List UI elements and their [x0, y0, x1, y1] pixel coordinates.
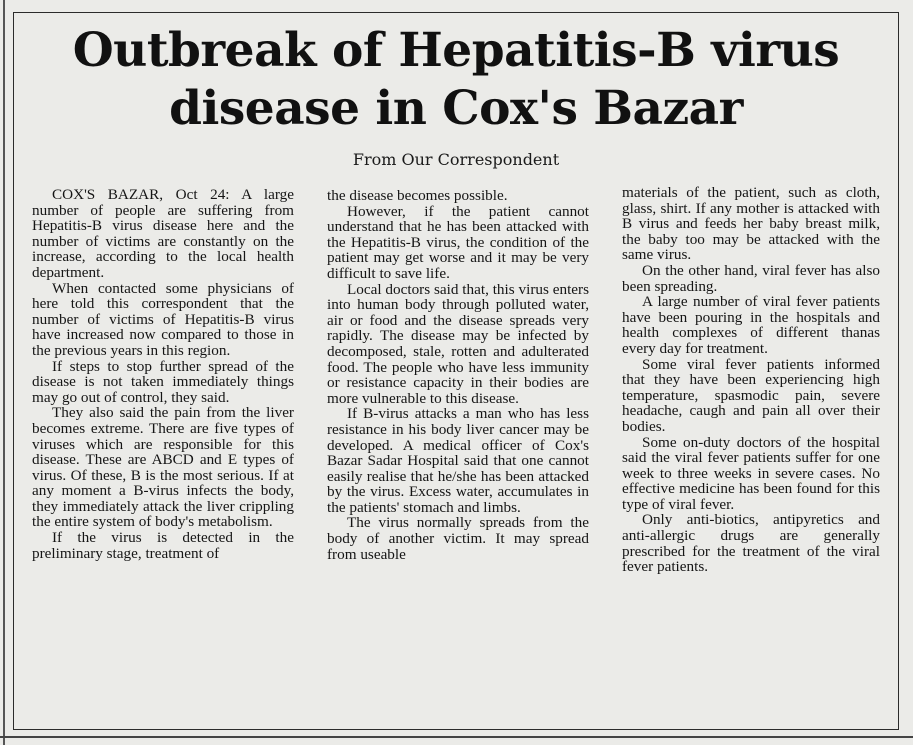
paragraph: If B-virus attacks a man who has less resistance in his body liver cancer may be developed. A medical officer of Cox's Bazar Sadar Hospital said that one cannot easily realise that he/she has been attacked by the virus. Excess water, accumulates in the patients' stomach and limbs.	[327, 405, 589, 516]
column-rule-left	[3, 0, 5, 745]
paragraph: A large number of viral fever patients have been pouring in the hospitals and health complexes of different thanas every day for treatment.	[622, 293, 880, 357]
paragraph-continued: the disease becomes possible.	[327, 187, 508, 204]
paragraph: Some on-duty doctors of the hospital said the viral fever patients suffer for one week to three weeks in severe cases. No effective medicine has been found for this type of viral fever.	[622, 433, 880, 513]
byline: From Our Correspondent	[352, 150, 560, 169]
paragraph: They also said the pain from the liver becomes extreme. There are five types of viruses which are responsible for this disease. These are ABCD and E types of virus. Of these, B is the most serious. If at any moment a B-virus infects the body, they immediately attack the liver crippling the entire system of body's metabolism.	[32, 404, 294, 531]
paragraph: However, if the patient cannot understand that he has been attacked with the Hepatitis-B virus, the condition of the patient may get worse and it may be very difficult to save life.	[327, 202, 589, 282]
paragraph: COX'S BAZAR, Oct 24: A large number of people are suffering from Hepatitis-B virus disease here and the number of victims are constantly on the increase, according to the local health department.	[32, 186, 294, 281]
article-column-3	[622, 185, 880, 575]
paragraph: Only anti-biotics, antipyretics and anti-allergic drugs are generally prescribed for the treatment of the viral fever patients.	[622, 511, 880, 576]
paragraph: Local doctors said that, this virus enters into human body through polluted water, air or food and the disease spreads very rapidly. The disease may be infected by decomposed, stale, rotten and adulterated food. The people who have less immunity or resistance capacity in their bodies are more vulnerable to this disease.	[327, 280, 589, 407]
column-rule-bottom	[0, 736, 913, 738]
article-column-2	[327, 188, 589, 562]
paragraph: Some viral fever patients informed that they have been experiencing high temperature, spasmodic pain, severe headache, caugh and pain all over their bodies.	[622, 355, 880, 435]
paragraph: If the virus is detected in the preliminary stage, treatment of	[32, 529, 294, 562]
headline: Outbreak of Hepatitis-B virus disease in Cox's Bazar	[72, 23, 840, 136]
paragraph: The virus normally spreads from the body of another victim. It may spread from useable	[327, 514, 589, 563]
article-column-1	[32, 187, 294, 561]
paragraph-continued: materials of the patient, such as cloth, glass, shirt. If any mother is attacked with B virus and feeds her baby breast milk, the baby too may be attacked with the same virus.	[622, 184, 880, 264]
paragraph: On the other hand, viral fever has also been spreading.	[622, 261, 880, 295]
paragraph: If steps to stop further spread of the disease is not taken immediately things may go out of control, they said.	[32, 357, 294, 406]
paragraph: When contacted some physicians of here told this correspondent that the number of victims of Hepatitis-B virus have increased now compared to those in the previous years in this region.	[32, 279, 294, 359]
